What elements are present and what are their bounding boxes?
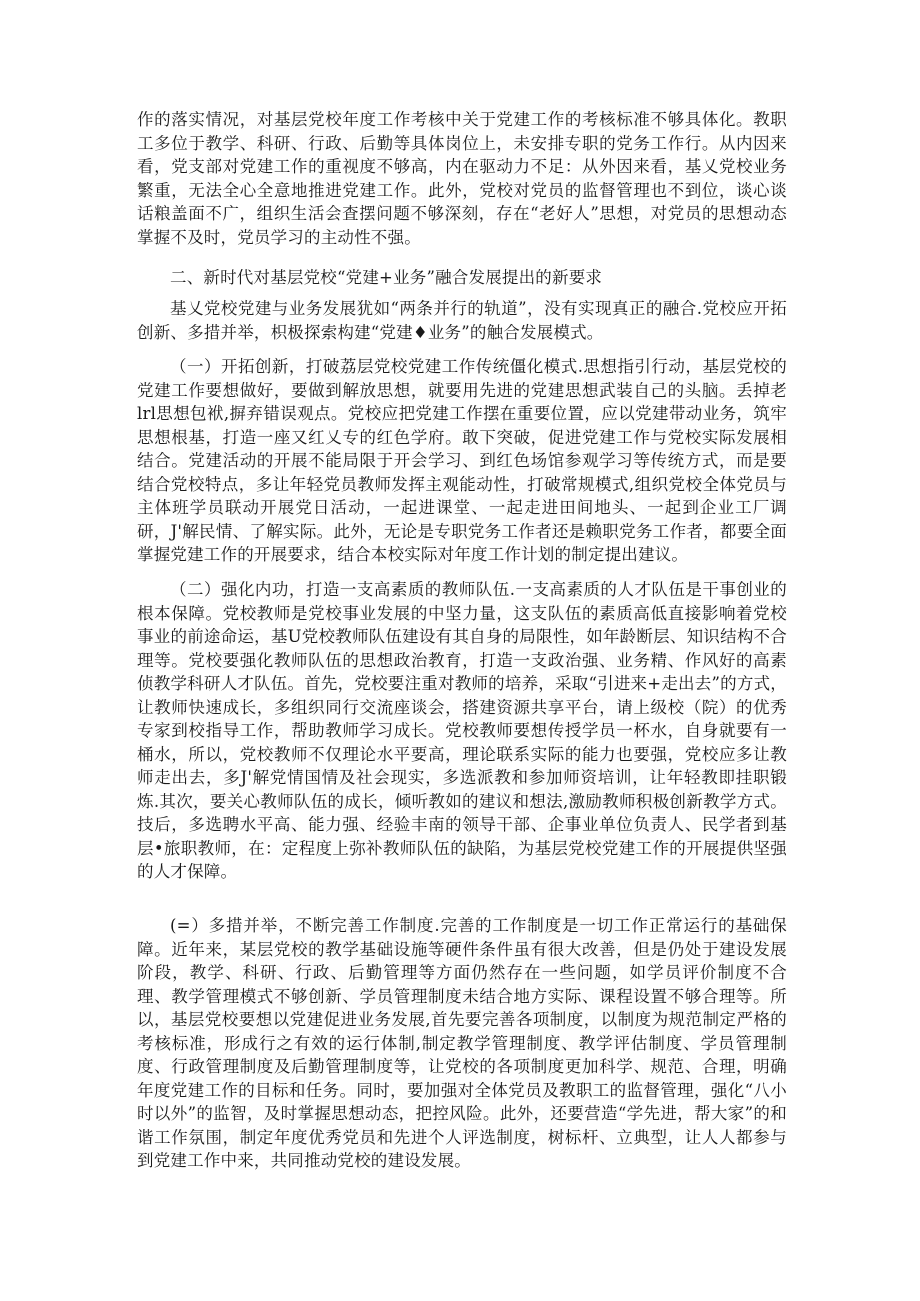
paragraph-text: 基乂党校党建与业务发展犹如“两条并行的轨道”，没有实现真正的融合.党校应开拓创新、多措并举，枳极探索构建“党建♦业务”的触合发展模式。 [137,299,787,342]
paragraph-text: （一）开拓创新，打破荔层党校党建工作传统僵化模式.思想指引行动，基层党校的党建工作要想做好，要做到解放思想，就要用先进的党建思想武装自己的头脑。丢掉老lrl思想包袱,摒弃错误观点。党校应把党建工作摆在重要位置，应以党建带动业务，筑牢思想根基，打造一座又红乂专的红色学府。敢下突破，促进党建工作与党校实际发展相结合。党建活动的开展不能局限于开会学习、到红色场馆参观学习等传统方式，而是要结合党校特点，多让年轻党员教师发挥主观能动性，打破常规模式,组织党校全体党员与主体班学员联动开展党日活动，一起进课堂、一起走进田间地头、一起到企业工厂调研，J'解民情、了解实际。此外，无论是专职党务工作者还是赖职党务工作者，都要全面掌握党建工作的开展要求，结合本校实际对年度工作计划的制定提出建议。 [137,357,787,564]
paragraph-text: （二）强化内功，打造一支高素质的教师队伍.一支高素质的人才队伍是干事创业的根本保障。党校教师是党校事业发展的中坚力量，这支队伍的素质高低直接影响着党校事业的前途命运，基U党校教师队伍建设有其自身的局限性，如年龄断层、知识结构不合理等。党校要强化教师队伍的思想政治教育，打造一支政治强、业务精、作风好的高素侦教学科研人才队伍。首先，党校要注重对教师的培养，采取“引进来+走出去”的方式，让教师快速成长，多组织同行交流座谈会，搭建资源共享平台，请上级校（院）的优秀专家到校指导工作，帮助教师学习成长。党校教师要想传授学员一杯水，自身就要有一桶水，所以，党校教师不仅理论水平要高，理论联系实际的能力也要强，党校应多让教师走出去，多J'解党情国情及社会现实，多选派教和参加师资培训，让年轻教即挂职锻炼.其次，要关心教师队伍的成长，倾听教如的建议和想法,激励教师积极创新教学方式。技后，多选聘水平高、能力强、经验丰南的领导干部、企事业单位负责人、民学者到基层•旅职教师，在：定程度上弥补教师队伍的缺陷，为基层党校党建工作的开展提供坚强的人才保障。 [137,580,787,881]
body-paragraph [137,914,787,1173]
paragraph-text: (=）多措并举，不断完善工作制度.完善的工作制度是一切工作正常运行的基础保障。近年来，某层党校的教学基础设施等硬件条件虽有很大改善，但是仍处于建设发展阶段，教学、科研、行政、后勤管理等方面仍然存在一些问题，如学员评价制度不合理、教学管理模式不够创新、学员管理制度未结合地方实际、课程设置不够合理等。所以，基层党校要想以党建促进业务发展,首先要完善各项制度，以制度为规范制定严格的考核标准，形成行之有效的运行体制,制定教学管理制度、教学评估制度、学员管理制度、行政管理制度及后勤管理制度等，让党校的各项制度更加科学、规范、合理，明确年度党建工作的目标和任务。同时，要加强对全体党员及教职工的监督管理，强化“八小时以外”的监智，及时掌握思想动态，把控风险。此外，还要营造“学先进，帮大家”的和谐工作氛围，制定年度优秀党员和先进个人评选制度，树标杆、立典型，让人人都参与到党建工作中来，共同推动党校的建设发展。 [137,916,787,1170]
body-paragraph [137,108,787,249]
section-heading [137,266,787,290]
body-paragraph [137,297,787,344]
body-paragraph [137,355,787,567]
heading-text: 二、新时代对基层党校“党建+业务”融合发展提出的新要求 [170,268,603,287]
body-paragraph [137,578,787,884]
paragraph-text: 作的落实情况，对基层党校年度工作考核中关于党建工作的考核标准不够具体化。教职工多位于教学、科研、行政、后勤等具体岗位上，未安排专职的党务工作行。从内因来看，党支部对党建工作的重视度不够高，内在驱动力不足：从外因来看，基乂党校业务繁重，无法全心全意地推进党建工作。此外，党校对党员的监督管理也不到位，谈心谈话粮盖面不广，组织生活会査摆问题不够深刻，存在“老好人”思想，对党员的思想动态掌握不及时，党员学习的主动性不强。 [137,110,787,247]
